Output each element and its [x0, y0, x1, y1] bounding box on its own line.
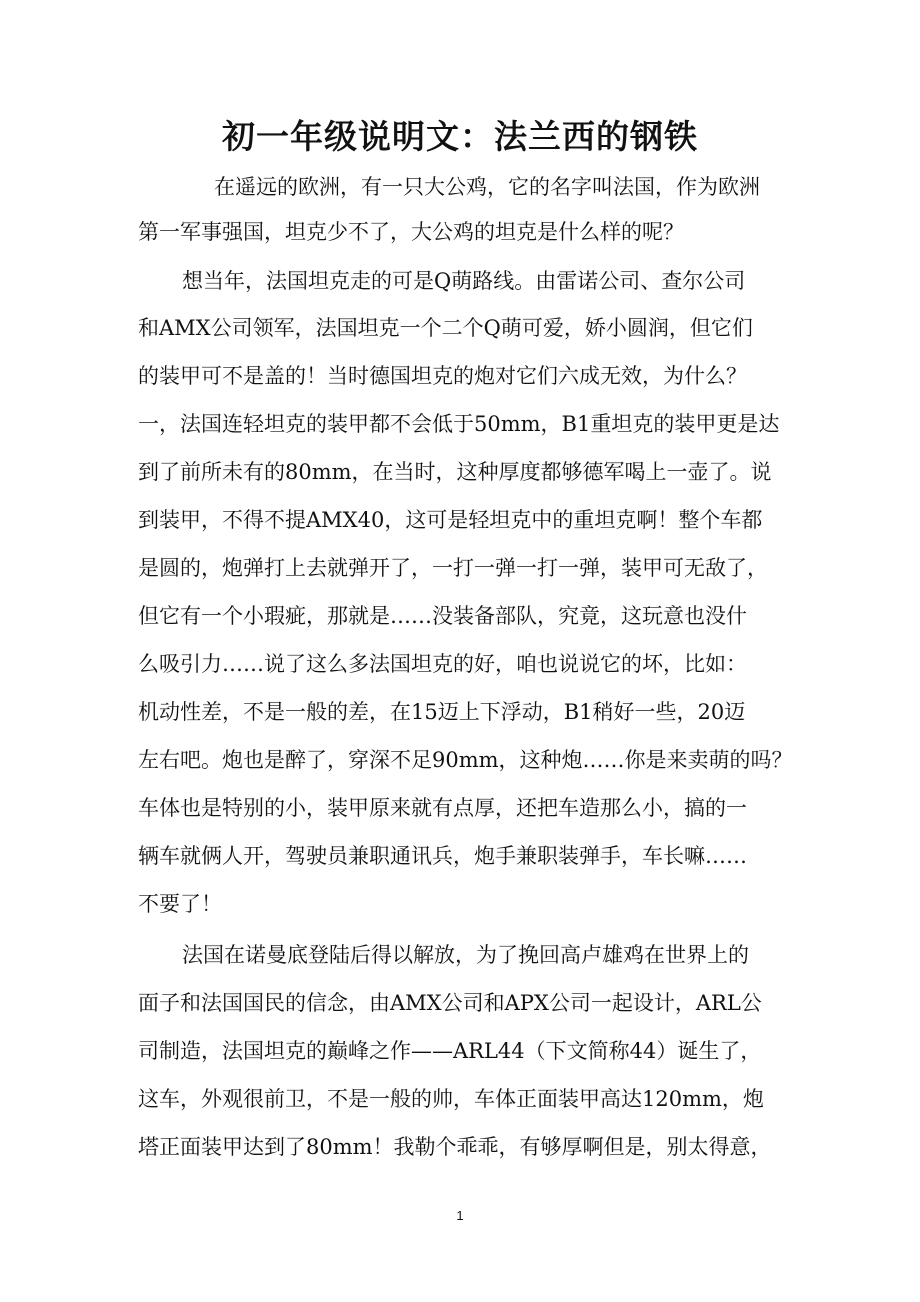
- page-number: 1: [456, 1208, 464, 1223]
- text-line: 机动性差，不是一般的差，在15迈上下浮动，B1稍好一些，20迈: [138, 700, 746, 724]
- text-line: 在遥远的欧洲，有一只大公鸡，它的名字叫法国，作为欧洲: [214, 175, 760, 199]
- text-line: 司制造，法国坦克的巅峰之作——ARL44（下文简称44）诞生了，: [138, 1039, 762, 1063]
- text-line: 是圆的，炮弹打上去就弹开了，一打一弹一打一弹，装甲可无敌了，: [138, 556, 768, 580]
- text-line: 到了前所未有的80mm，在当时，这种厚度都够德军喝上一壶了。说: [138, 460, 772, 484]
- text-line: 这车，外观很前卫，不是一般的帅，车体正面装甲高达120mm，炮: [138, 1087, 764, 1111]
- text-line: 想当年，法国坦克走的可是Q萌路线。由雷诺公司、查尔公司: [182, 269, 746, 293]
- text-line: 一，法国连轻坦克的装甲都不会低于50mm，B1重坦克的装甲更是达: [138, 412, 780, 436]
- text-line: 车体也是特别的小，装甲原来就有点厚，还把车造那么小，搞的一: [138, 796, 747, 820]
- text-line: 法国在诺曼底登陆后得以解放，为了挽回高卢雄鸡在世界上的: [182, 943, 749, 967]
- text-line: 第一军事强国，坦克少不了，大公鸡的坦克是什么样的呢？: [138, 220, 684, 244]
- text-line: 和AMX公司领军，法国坦克一个二个Q萌可爱，娇小圆润，但它们: [138, 316, 753, 340]
- text-line: 塔正面装甲达到了80mm！我勒个乖乖，有够厚啊但是，别太得意，: [138, 1135, 772, 1159]
- text-line: 的装甲可不是盖的！当时德国坦克的炮对它们六成无效，为什么？: [138, 364, 747, 388]
- text-line: 么吸引力……说了这么多法国坦克的好，咱也说说它的坏，比如：: [138, 652, 747, 676]
- text-line: 不要了！: [138, 892, 222, 916]
- text-line: 到装甲，不得不提AMX40，这可是轻坦克中的重坦克啊！整个车都: [138, 508, 763, 532]
- text-line: 但它有一个小瑕疵，那就是……没装备部队，究竟，这玩意也没什: [138, 604, 747, 628]
- text-line: 面子和法国国民的信念，由AMX公司和APX公司一起设计，ARL公: [138, 991, 762, 1015]
- text-line: 辆车就俩人开，驾驶员兼职通讯兵，炮手兼职装弹手，车长嘛……: [138, 844, 747, 868]
- text-line: 左右吧。炮也是醉了，穿深不足90mm，这种炮……你是来卖萌的吗？: [138, 748, 793, 772]
- document-title: 初一年级说明文：法兰西的钢铁: [222, 117, 698, 156]
